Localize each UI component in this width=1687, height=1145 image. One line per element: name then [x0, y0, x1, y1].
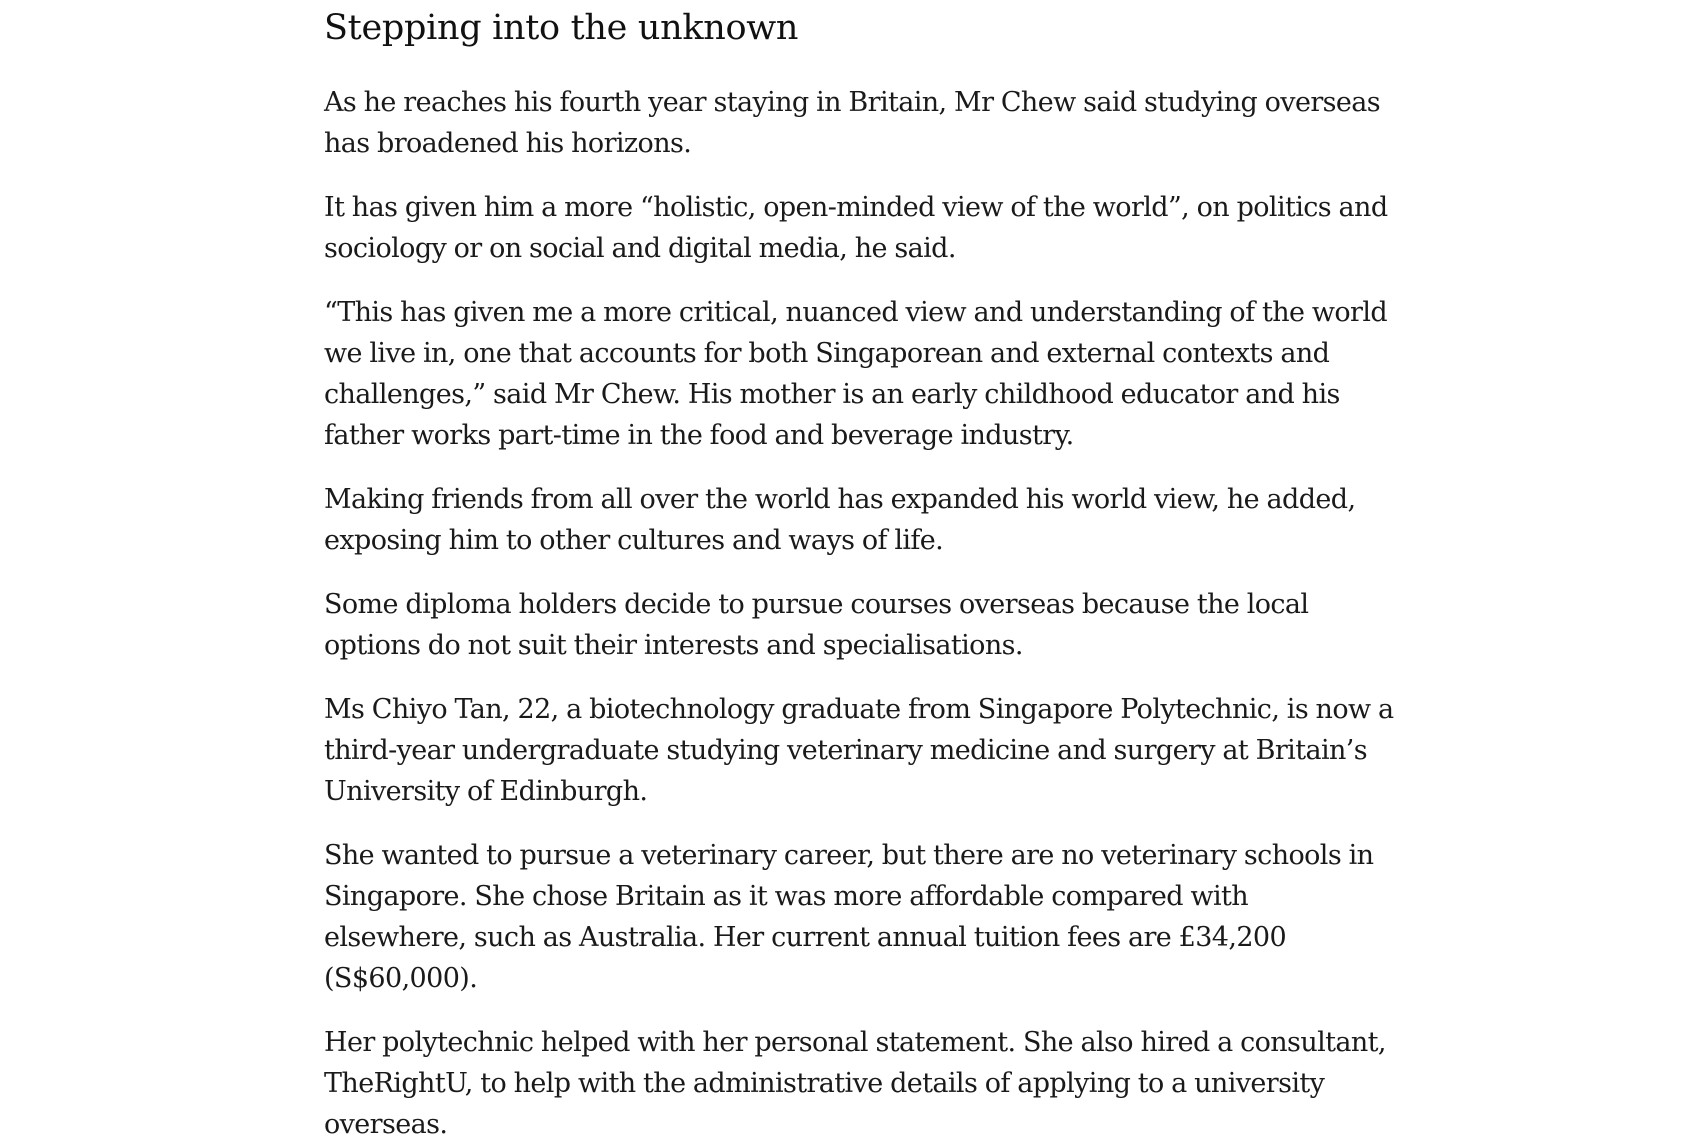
- article-body: [324, 0, 1394, 1145]
- paragraph: Making friends from all over the world has expanded his world view, he added, exposing him to other cultures and ways of life.: [324, 484, 1356, 556]
- paragraph: Some diploma holders decide to pursue courses overseas because the local options do not suit their interests and specialisations.: [324, 589, 1309, 661]
- paragraph: Ms Chiyo Tan, 22, a biotechnology graduate from Singapore Polytechnic, is now a third-year undergraduate studying veterinary medicine and surgery at Britain’s University of Edinburgh.: [324, 694, 1394, 807]
- paragraph: As he reaches his fourth year staying in Britain, Mr Chew said studying overseas has broadened his horizons.: [324, 87, 1381, 159]
- paragraph: It has given him a more “holistic, open-minded view of the world”, on politics and sociology or on social and digital media, he said.: [324, 192, 1388, 264]
- paragraph-list: [324, 82, 1394, 1145]
- article-subheading: Stepping into the unknown: [324, 8, 799, 48]
- paragraph: Her polytechnic helped with her personal statement. She also hired a consultant, TheRightU, to help with the administrative details of applying to a university overseas.: [324, 1027, 1386, 1140]
- paragraph: She wanted to pursue a veterinary career, but there are no veterinary schools in Singapore. She chose Britain as it was more affordable compared with elsewhere, such as Australia. Her current annual tuition fees are £34,200 (S$60,000).: [324, 840, 1374, 994]
- paragraph: “This has given me a more critical, nuanced view and understanding of the world we live in, one that accounts for both Singaporean and external contexts and challenges,” said Mr Chew. His mother is an early childhood educator and his father works part-time in the food and beverage industry.: [324, 297, 1388, 451]
